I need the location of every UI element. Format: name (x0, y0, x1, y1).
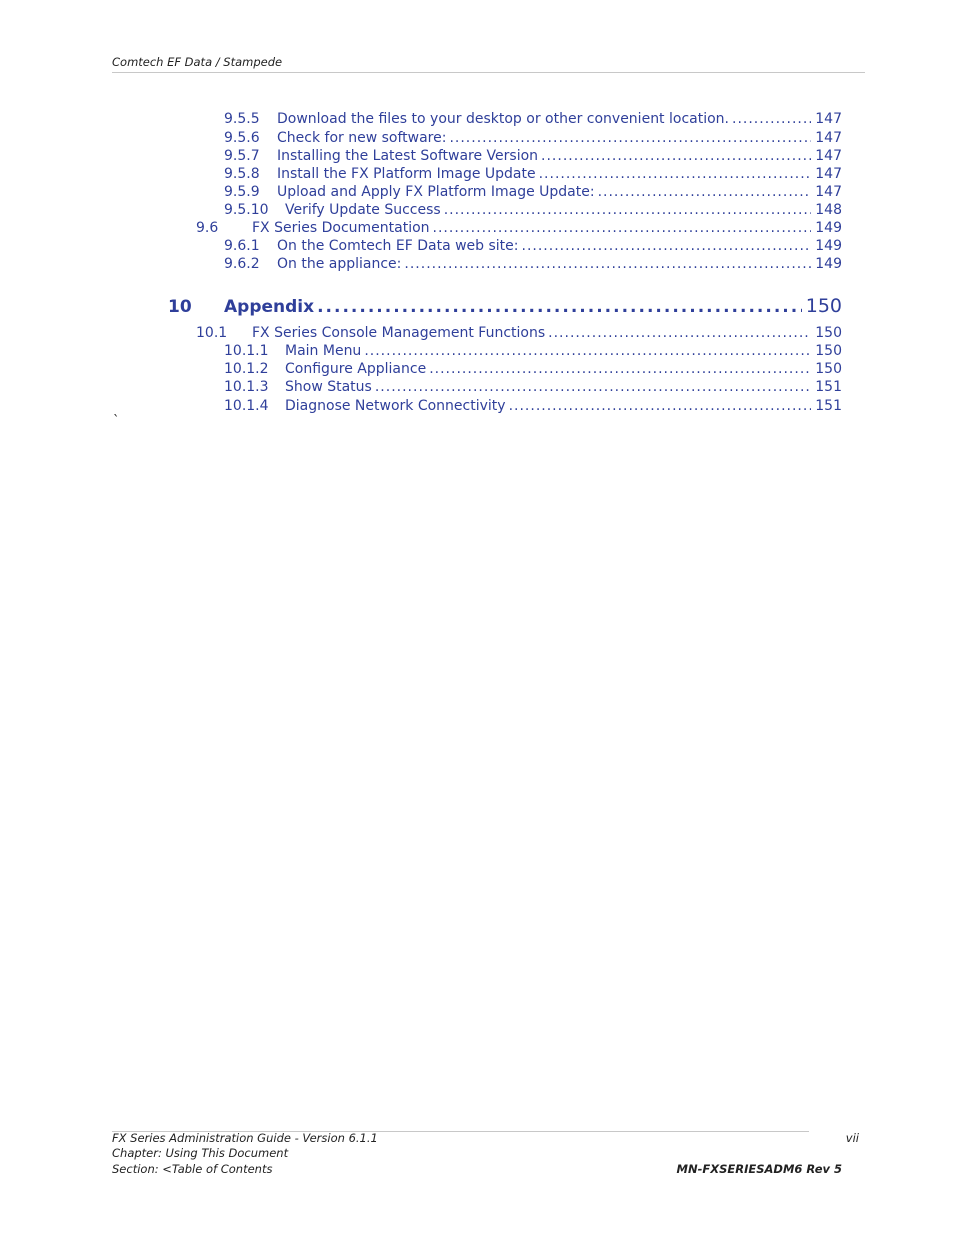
dot-leader (433, 220, 812, 236)
toc-number: 9.5.5 (224, 111, 260, 127)
toc-number: 9.5.9 (224, 184, 260, 200)
toc-entry-9-6-1[interactable] (224, 238, 842, 254)
footer-section: Section: <Table of Contents (112, 1162, 273, 1176)
toc-number: 9.5.6 (224, 130, 260, 146)
toc-page: 150 (815, 343, 842, 359)
header-divider (112, 72, 865, 73)
footer-page-number: vii (845, 1131, 859, 1145)
toc-entry-9-6-2[interactable] (224, 256, 842, 272)
toc-number: 10.1.1 (224, 343, 269, 359)
toc-entry-10-1-2[interactable] (224, 361, 842, 377)
toc-page: 147 (815, 111, 842, 127)
toc-number: 10.1.2 (224, 361, 269, 377)
toc-entry-9-5-8[interactable] (224, 166, 842, 182)
toc-title: Verify Update Success (285, 202, 441, 218)
toc-title: FX Series Console Management Functions (252, 325, 546, 341)
dot-leader (404, 256, 811, 272)
toc-title: Installing the Latest Software Version (277, 148, 539, 164)
toc-page: 150 (805, 295, 842, 317)
toc-number: 9.5.7 (224, 148, 260, 164)
toc-title: Appendix (224, 297, 315, 317)
toc-chapter-10[interactable] (168, 295, 842, 317)
dot-leader (429, 361, 811, 377)
toc-page: 147 (815, 184, 842, 200)
footer-guide-title: FX Series Administration Guide - Version 6.1.1 (112, 1131, 378, 1145)
dot-leader (509, 398, 812, 414)
dot-leader (449, 130, 811, 146)
toc-number: 9.5.10 (224, 202, 269, 218)
dot-leader (539, 166, 812, 182)
toc-title: Diagnose Network Connectivity (285, 398, 506, 414)
toc-entry-9-5-10[interactable] (224, 202, 842, 218)
toc-page: 150 (815, 361, 842, 377)
dot-leader (317, 297, 802, 317)
toc-title: On the Comtech EF Data web site: (277, 238, 519, 254)
toc-entry-10-1-3[interactable] (224, 379, 842, 395)
footer-document-id: MN-FXSERIESADM6 Rev 5 (676, 1162, 842, 1176)
stray-mark: ` (113, 414, 120, 429)
running-header: Comtech EF Data / Stampede (112, 55, 283, 69)
toc-title: Main Menu (285, 343, 362, 359)
dot-leader (732, 111, 811, 127)
toc-entry-9-5-9[interactable] (224, 184, 842, 200)
toc-number: 10.1 (196, 325, 228, 341)
toc-page: 147 (815, 130, 842, 146)
toc-page: 147 (815, 148, 842, 164)
toc-title: Check for new software: (277, 130, 447, 146)
toc-page: 150 (815, 325, 842, 341)
toc-entry-10-1[interactable] (196, 325, 842, 341)
toc-entry-9-5-5[interactable] (224, 111, 842, 127)
dot-leader (522, 238, 812, 254)
toc-entry-10-1-4[interactable] (224, 398, 842, 414)
toc-number: 10.1.3 (224, 379, 269, 395)
dot-leader (364, 343, 811, 359)
toc-number: 9.6.1 (224, 238, 260, 254)
toc-title: Download the files to your desktop or other convenient location. (277, 111, 729, 127)
toc-page: 151 (815, 379, 842, 395)
toc-title: Show Status (285, 379, 372, 395)
toc-title: Upload and Apply FX Platform Image Update: (277, 184, 595, 200)
toc-entry-9-6[interactable] (196, 220, 842, 236)
toc-entry-9-5-6[interactable] (224, 130, 842, 146)
toc-entry-9-5-7[interactable] (224, 148, 842, 164)
toc-title: On the appliance: (277, 256, 402, 272)
toc-entry-10-1-1[interactable] (224, 343, 842, 359)
dot-leader (598, 184, 812, 200)
toc-page: 149 (815, 256, 842, 272)
footer-chapter: Chapter: Using This Document (112, 1146, 289, 1160)
toc-title: Install the FX Platform Image Update (277, 166, 536, 182)
toc-page: 149 (815, 220, 842, 236)
dot-leader (541, 148, 811, 164)
toc-title: FX Series Documentation (252, 220, 430, 236)
toc-page: 149 (815, 238, 842, 254)
dot-leader (444, 202, 812, 218)
toc-number: 9.5.8 (224, 166, 260, 182)
toc-number: 10.1.4 (224, 398, 269, 414)
toc-number: 9.6 (196, 220, 219, 236)
dot-leader (548, 325, 811, 341)
toc-number: 9.6.2 (224, 256, 260, 272)
toc-page: 148 (815, 202, 842, 218)
toc-number: 10 (168, 297, 192, 317)
toc-page: 151 (815, 398, 842, 414)
dot-leader (375, 379, 811, 395)
toc-title: Configure Appliance (285, 361, 427, 377)
toc-page: 147 (815, 166, 842, 182)
